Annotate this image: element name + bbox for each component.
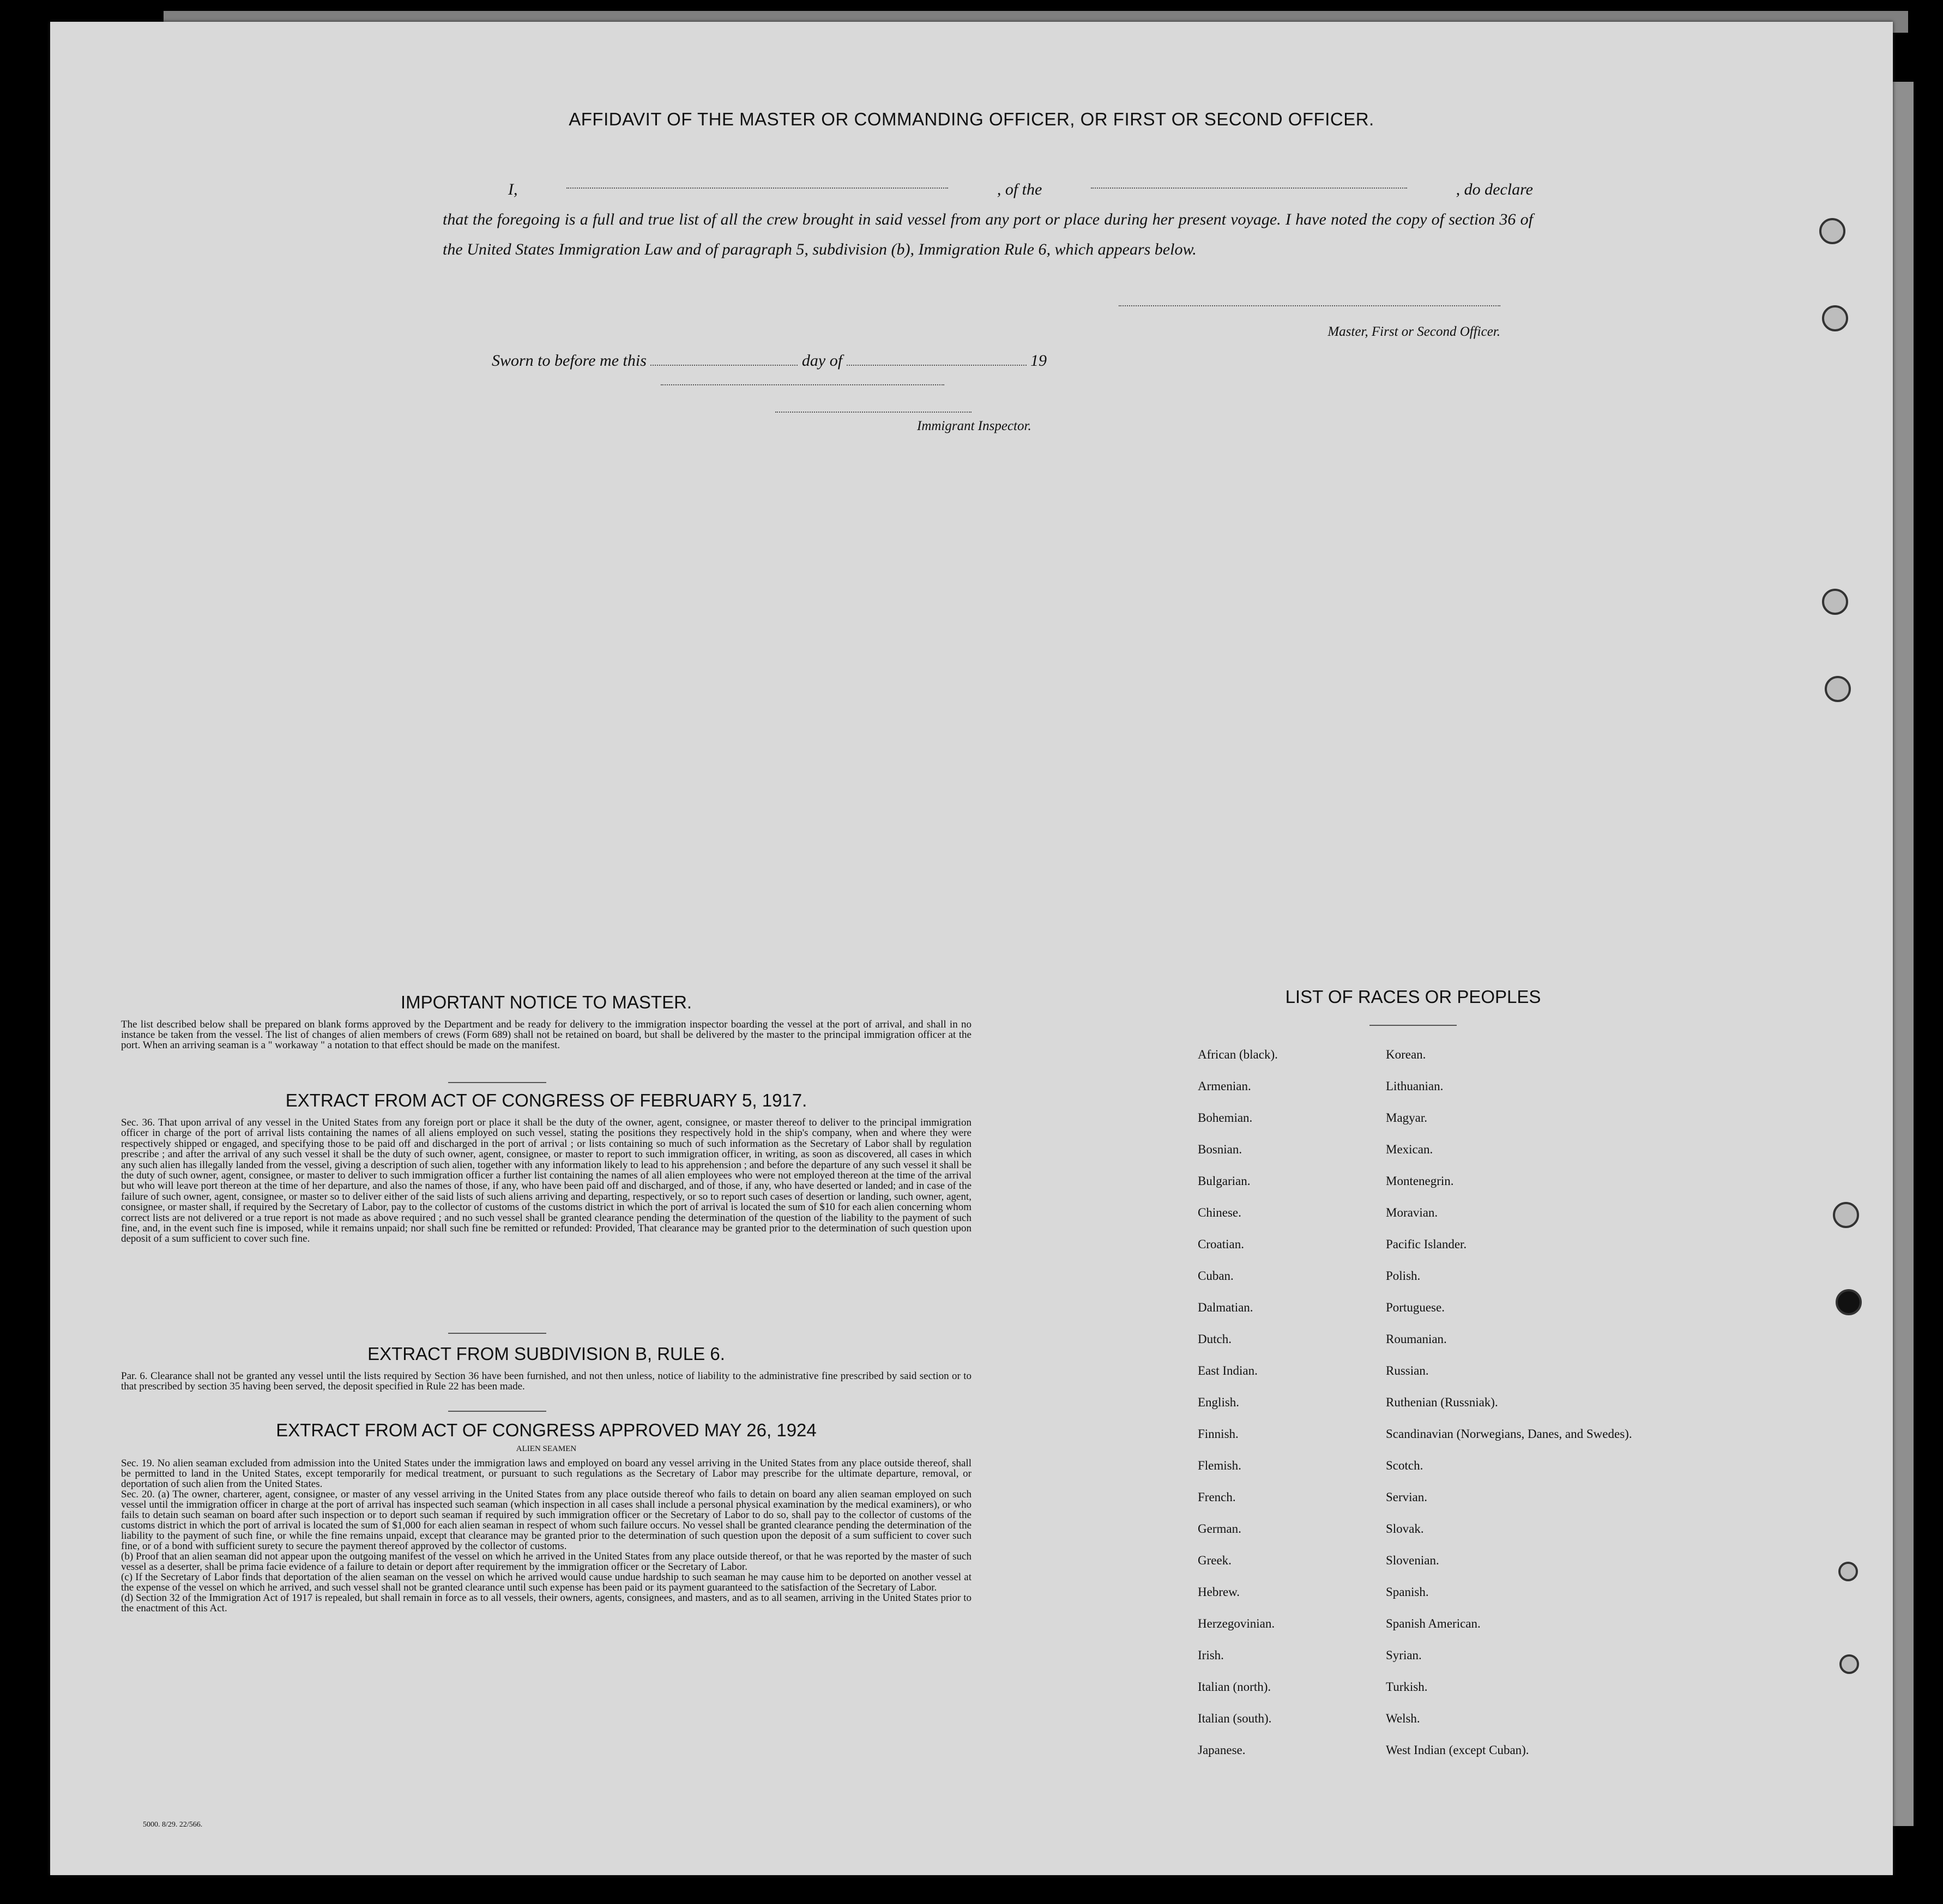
punch-hole-icon <box>1819 218 1845 244</box>
extract-1917-body: Sec. 36. That upon arrival of any vessel in the United States from any foreign port or place it shall be the duty of the owner, agent, consignee, or master thereof to deliver to the principal immigration officer in charge of the port of arrival lists containing the names of all aliens employed on such vessel, stating the positions they respectively hold in the ship's company, when and where they were respectively shipped or engaged, and specifying those to be paid off and discharged in the port of arrival ; or lists containing so much of such information as the Secretary of Labor shall by regulation prescribe ; and after the arrival of any such vessel it shall be the duty of such owner, agent, consignee, or master to report to such immigration officer, in writing, as soon as discovered, all cases in which any such alien has illegally landed from the vessel, giving a description of such alien, together with any information likely to lead to his apprehension ; and before the departure of any such vessel it shall be the duty of such owner, agent, consignee, or master to deliver to such immigration officer a further list containing the names of all alien employees who were not employed thereon at the time of the arrival but who will leave port thereon at the time of her departure, and also the names of those, if any, who have been paid off and discharged, and of those, if any, who have deserted or landed; and in case of the failure of such owner, agent, consignee, or master so to deliver either of the said lists of such aliens arriving and departing, respectively, or so to report such cases of desertion or landing, such owner, agent, consignee, or master shall, if required by the Secretary of Labor, pay to the collector of customs of the customs district in which the port of arrival is located the sum of $10 for each alien concerning whom correct lists are not delivered or a true report is not made as above required ; and no such vessel shall be granted clearance pending the determination of the question of the liability to the payment of such fine, and, in the event such fine is imposed, while it remains unpaid; nor shall such fine be remitted or refunded: Provided, That clearance may be granted prior to the determination of such question upon deposit of a sum sufficient to cover such fine. <box>121 1117 972 1245</box>
punch-hole-icon <box>1822 589 1848 615</box>
races-right-column <box>1386 1048 1637 1775</box>
race-item: Italian (south). <box>1198 1712 1272 1725</box>
race-item: East Indian. <box>1198 1364 1258 1377</box>
punch-hole-icon <box>1838 1562 1858 1581</box>
race-item: Pacific Islander. <box>1386 1237 1467 1251</box>
race-item: West Indian (except Cuban). <box>1386 1743 1529 1757</box>
divider <box>448 1411 546 1412</box>
signature-line <box>1119 305 1500 306</box>
notice-body: The list described below shall be prepared on blank forms approved by the Department and be ready for delivery to the immigration inspector boarding the vessel at the port of arrival, and shall in no instance be taken from the vessel. The list of changes of alien members of crews (Form 689) shall not be retained on board, but shall be delivered by the master to the principal immigration officer at the port. When an arriving seaman is a " workaway " a notation to that effect should be made on the manifest. <box>121 1019 972 1051</box>
sworn-prefix: Sworn to before me this <box>492 352 647 370</box>
race-item: Herzegovinian. <box>1198 1617 1275 1630</box>
race-item: Turkish. <box>1386 1680 1428 1694</box>
race-item: Syrian. <box>1386 1648 1422 1662</box>
race-item: Dutch. <box>1198 1332 1232 1346</box>
name-blank <box>566 174 948 189</box>
divider <box>448 1082 546 1083</box>
sec-20d: (d) Section 32 of the Immigration Act of 1917 is repealed, but shall remain in force as to all vessels, their owners, agents, consignees, and masters, and as to all seamen, arriving in the United States prior to the enactment of this Act. <box>121 1592 972 1614</box>
race-item: Welsh. <box>1386 1712 1420 1725</box>
race-item: Bosnian. <box>1198 1143 1242 1156</box>
print-code: 5000. 8/29. 22/566. <box>143 1821 203 1829</box>
sec-19: Sec. 19. No alien seaman excluded from admission into the United States under the immigration laws and employed on board any vessel arriving in the United States from any place outside thereof, shall be permitted to land in the United States, except temporarily for medical treatment, or pursuant to such regulations as the Secretary of Labor may prescribe for the ultimate departure, removal, or deportation of such alien from the United States. <box>121 1458 972 1490</box>
races-title: LIST OF RACES OR PEOPLES <box>1285 987 1541 1007</box>
divider <box>448 1333 546 1334</box>
inspector-line-upper <box>661 384 944 385</box>
punch-hole-icon <box>1833 1202 1859 1228</box>
signature-caption: Master, First or Second Officer. <box>1327 324 1500 339</box>
race-item: Armenian. <box>1198 1079 1251 1093</box>
sworn-year: 19 <box>1030 352 1047 370</box>
sec-20c: (c) If the Secretary of Labor finds that deportation of the alien seaman on the vessel on which he arrived would cause undue hardship to such seaman he may cause him to be deported on another vessel at the expense of the vessel on which he arrived, and such vessel shall not be granted clearance until such expense has been paid or its payment guaranteed to the satisfaction of the Secretary of Labor. <box>121 1571 972 1593</box>
extract-1917-title: EXTRACT FROM ACT OF CONGRESS OF FEBRUARY 5, 1917. <box>285 1090 807 1110</box>
inspector-caption: Immigrant Inspector. <box>917 419 1031 433</box>
race-item: Portuguese. <box>1386 1301 1445 1314</box>
race-item: Montenegrin. <box>1386 1174 1454 1188</box>
race-item: Scandinavian (Norwegians, Danes, and Swedes). <box>1386 1427 1632 1441</box>
document-page <box>50 22 1893 1875</box>
punch-hole-icon <box>1825 676 1851 702</box>
race-item: Roumanian. <box>1386 1332 1447 1346</box>
inspector-line-lower <box>775 412 972 413</box>
race-item: Polish. <box>1386 1269 1421 1283</box>
race-item: French. <box>1198 1490 1236 1504</box>
race-item: Slovak. <box>1386 1522 1424 1536</box>
extract-rule6-body: Par. 6. Clearance shall not be granted any vessel until the lists required by Section 36 have been furnished, and not then unless, notice of liability to the administrative fine prescribed by said section or to that prescribed by section 35 having been served, the deposit specified in Rule 22 has been made. <box>121 1370 972 1392</box>
race-item: Flemish. <box>1198 1459 1241 1472</box>
race-item: Bulgarian. <box>1198 1174 1251 1188</box>
sworn-line <box>492 352 1047 370</box>
declaration-first-line <box>443 174 1533 204</box>
race-item: Dalmatian. <box>1198 1301 1253 1314</box>
of-the-label: , of the <box>997 180 1042 198</box>
i-label: I, <box>508 180 518 198</box>
vessel-blank <box>1091 174 1407 189</box>
race-item: Korean. <box>1386 1048 1426 1061</box>
race-item: Slovenian. <box>1386 1554 1439 1567</box>
notice-title: IMPORTANT NOTICE TO MASTER. <box>400 992 692 1012</box>
race-item: Cuban. <box>1198 1269 1234 1283</box>
race-item: Japanese. <box>1198 1743 1246 1757</box>
divider <box>1369 1025 1457 1026</box>
month-blank <box>847 352 1027 366</box>
declaration-body: that the foregoing is a full and true list of all the crew brought in said vessel from any port or place during her present voyage. I have noted the copy of section 36 of the United States Immigration Law and of paragraph 5, subdivision (b), Immigration Rule 6, which appears below. <box>443 210 1533 258</box>
day-blank <box>650 352 798 366</box>
race-item: Greek. <box>1198 1554 1232 1567</box>
race-item: German. <box>1198 1522 1241 1536</box>
race-item: African (black). <box>1198 1048 1278 1061</box>
race-item: Moravian. <box>1386 1206 1438 1219</box>
race-item: Croatian. <box>1198 1237 1244 1251</box>
race-item: Bohemian. <box>1198 1111 1253 1125</box>
punch-hole-icon <box>1822 305 1848 331</box>
race-item: Russian. <box>1386 1364 1429 1377</box>
race-item: Spanish. <box>1386 1585 1429 1599</box>
race-item: Mexican. <box>1386 1143 1433 1156</box>
races-left-column <box>1198 1048 1361 1775</box>
race-item: Finnish. <box>1198 1427 1239 1441</box>
affidavit-title: AFFIDAVIT OF THE MASTER OR COMMANDING OFFICER, OR FIRST OR SECOND OFFICER. <box>569 109 1374 129</box>
race-item: Spanish American. <box>1386 1617 1481 1630</box>
extract-1924-body <box>121 1458 972 1613</box>
affidavit-declaration <box>443 174 1533 264</box>
race-item: Italian (north). <box>1198 1680 1271 1694</box>
punch-hole-icon <box>1839 1654 1859 1674</box>
race-item: Servian. <box>1386 1490 1428 1504</box>
do-declare-label: , do declare <box>1456 180 1533 198</box>
race-item: Irish. <box>1198 1648 1224 1662</box>
sec-20a: Sec. 20. (a) The owner, charterer, agent, consignee, or master of any vessel arriving in the United States from any place outside thereof who fails to detain on board any alien seaman employed on such vessel until the immigration officer in charge at the port of arrival has inspected such seaman (which inspection in all cases shall include a personal physical examination by the medical examiners), or who fails to detain such seaman on board after such inspection or to deport such seaman if required by such immigration officer or the Secretary of Labor to do so, shall pay to the collector of customs of the customs district in which the port of arrival is located the sum of $1,000 for each alien seaman in respect of whom such failure occurs. No vessel shall be granted clearance pending the determination of the liability to the payment of such fine, or while the fine remains unpaid, except that clearance may be granted prior to the determination of such question upon the deposit of a sum sufficient to cover such fine, or of a bond with sufficient surety to secure the payment thereof approved by the collector of customs. <box>121 1489 972 1552</box>
race-item: Magyar. <box>1386 1111 1428 1125</box>
race-item: Hebrew. <box>1198 1585 1240 1599</box>
race-item: Scotch. <box>1386 1459 1423 1472</box>
race-item: Ruthenian (Russniak). <box>1386 1395 1498 1409</box>
sworn-day-label: day of <box>801 352 843 370</box>
extract-1924-title: EXTRACT FROM ACT OF CONGRESS APPROVED MAY 26, 1924 <box>276 1420 817 1440</box>
race-item: Lithuanian. <box>1386 1079 1444 1093</box>
punch-hole-icon <box>1836 1289 1862 1315</box>
extract-rule6-title: EXTRACT FROM SUBDIVISION B, RULE 6. <box>367 1344 725 1364</box>
extract-1924-subtitle: ALIEN SEAMEN <box>516 1444 577 1453</box>
race-item: Chinese. <box>1198 1206 1241 1219</box>
sec-20b: (b) Proof that an alien seaman did not appear upon the outgoing manifest of the vessel on which he arrived in the United States from any place outside thereof, or that he was reported by the master of such vessel as a deserter, shall be prima facie evidence of a failure to detain or deport after requirement by the immigration officer or the Secretary of Labor. <box>121 1551 972 1573</box>
race-item: English. <box>1198 1395 1240 1409</box>
